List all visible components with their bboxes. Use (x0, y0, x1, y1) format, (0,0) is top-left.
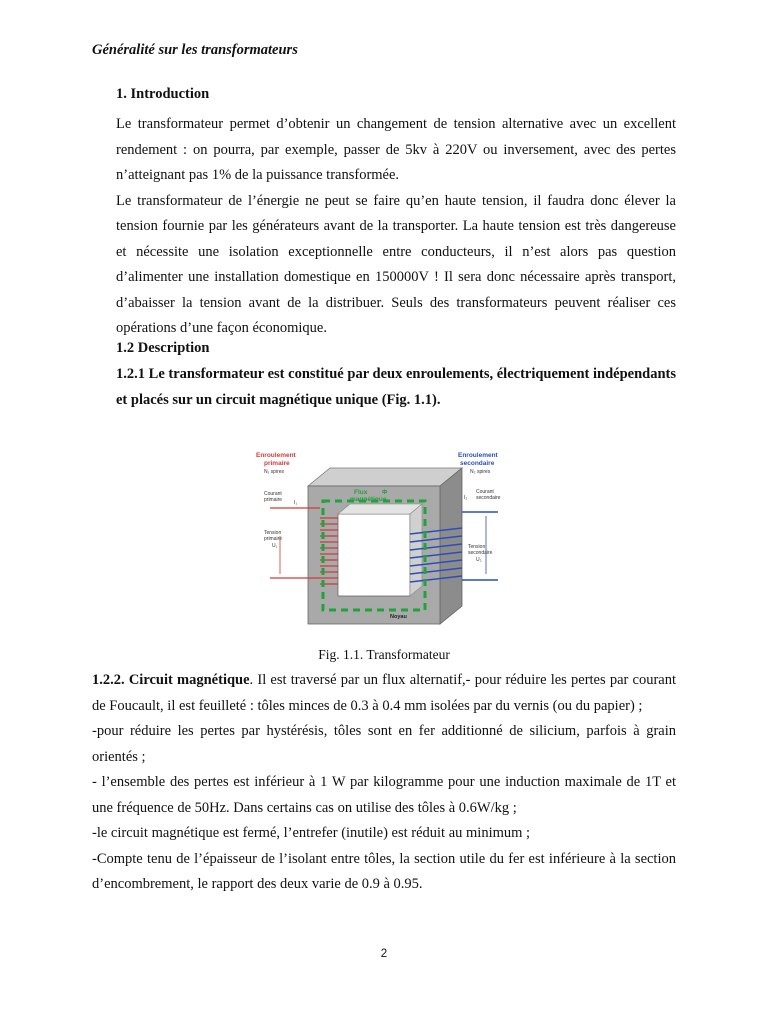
figure-caption: Fig. 1.1. Transformateur (318, 647, 450, 662)
secondary-current-label-1: Courant (476, 489, 494, 495)
circuit-magnetique-section: -Compte tenu de l’épaisseur de l’isolant entre tôles, la section utile du fer est inférieure à la section d’encombrement, le rapport des deux varie de 0.9 à 0.95. (92, 850, 676, 892)
introduction-paragraph-1: Le transformateur permet d’obtenir un changement de tension alternative avec un excellent rendement : on pourra, par exemple, passer de 5kv à 220V ou inversement, avec des pertes n’atteignant pas 1% de la puissance transformée. (116, 116, 676, 183)
primary-current-label-2: primaire (264, 497, 283, 503)
primary-voltage-symbol: U₁ (272, 543, 278, 549)
secondary-voltage-label-2: secondaire (468, 550, 493, 556)
secondary-winding-title-2: secondaire (460, 460, 495, 467)
secondary-current-symbol: I₂ (464, 495, 468, 501)
circuit-magnetique-closed: -le circuit magnétique est fermé, l’entrefer (inutile) est réduit au minimum ; (92, 825, 531, 841)
page-number: 2 (380, 948, 388, 960)
introduction-paragraph-2: Le transformateur de l’énergie ne peut se faire qu’en haute tension, il faudra donc élever la tension fournie par les générateurs avant de la transporter. La haute tension est très dangereuse et nécessite une isolation exceptionnelle entre conducteurs, il n’est alors pas question d’alimenter une installation domestique en 150000V ! Il sera donc nécessaire après transport, d’abaisser la tension avant de la distribuer. Seuls des transformateurs peuvent réaliser ces opérations d’une façon économique. (116, 192, 676, 336)
primary-voltage-label-1: Tension (264, 530, 282, 536)
primary-voltage-label-2: primaire (264, 536, 283, 542)
secondary-voltage-label-1: Tension (468, 544, 486, 550)
primary-turns-label: N₁ spires (264, 469, 285, 475)
secondary-turns-label: N₂ spires (470, 469, 491, 475)
circuit-magnetique-hysteresis: -pour réduire les pertes par hystérésis, tôles sont en fer additionné de silicium, parfois à grain orientés ; (92, 723, 676, 765)
flux-label-1: Flux (354, 489, 368, 496)
subsection-1-2-2-heading: 1.2.2. Circuit magnétique (92, 672, 250, 688)
introduction-body (116, 112, 676, 342)
primary-current-label-1: Courant (264, 491, 282, 497)
page-header-title: Généralité sur les transformateurs (92, 42, 298, 58)
transformer-figure (250, 446, 520, 626)
subsection-1-2-1: 1.2.1 Le transformateur est constitué par deux enroulements, électriquement indépendants et placés sur un circuit magnétique unique (Fig. 1.1). (116, 366, 676, 408)
circuit-magnetique-body (92, 668, 676, 898)
primary-winding-title-1: Enroulement (256, 452, 296, 459)
circuit-magnetique-losses: - l’ensemble des pertes est inférieur à 1 W par kilogramme pour une induction maximale de 1T et une fréquence de 50Hz. Dans certains cas on utilise des tôles à 0.6W/kg ; (92, 774, 676, 816)
section-heading-introduction: 1. Introduction (116, 86, 210, 102)
core-label: Noyau (390, 614, 407, 620)
primary-winding-title-2: primaire (264, 460, 290, 467)
flux-label-2: magnétique (350, 496, 387, 503)
secondary-voltage-symbol: U₂ (476, 557, 482, 563)
secondary-current-label-2: secondaire (476, 495, 501, 501)
secondary-winding-title-1: Enroulement (458, 452, 498, 459)
circuit-magnetique-intro: . Il est traversé par un flux alternatif,- pour réduire les pertes par courant de Foucault, il est feuilleté : tôles minces de 0.3 à 0.4 mm isolées par du vernis (ou du papier) ; (92, 672, 676, 714)
section-heading-description: 1.2 Description (116, 340, 210, 356)
primary-current-symbol: I₁ (294, 500, 298, 506)
flux-symbol: Φ (382, 489, 388, 496)
